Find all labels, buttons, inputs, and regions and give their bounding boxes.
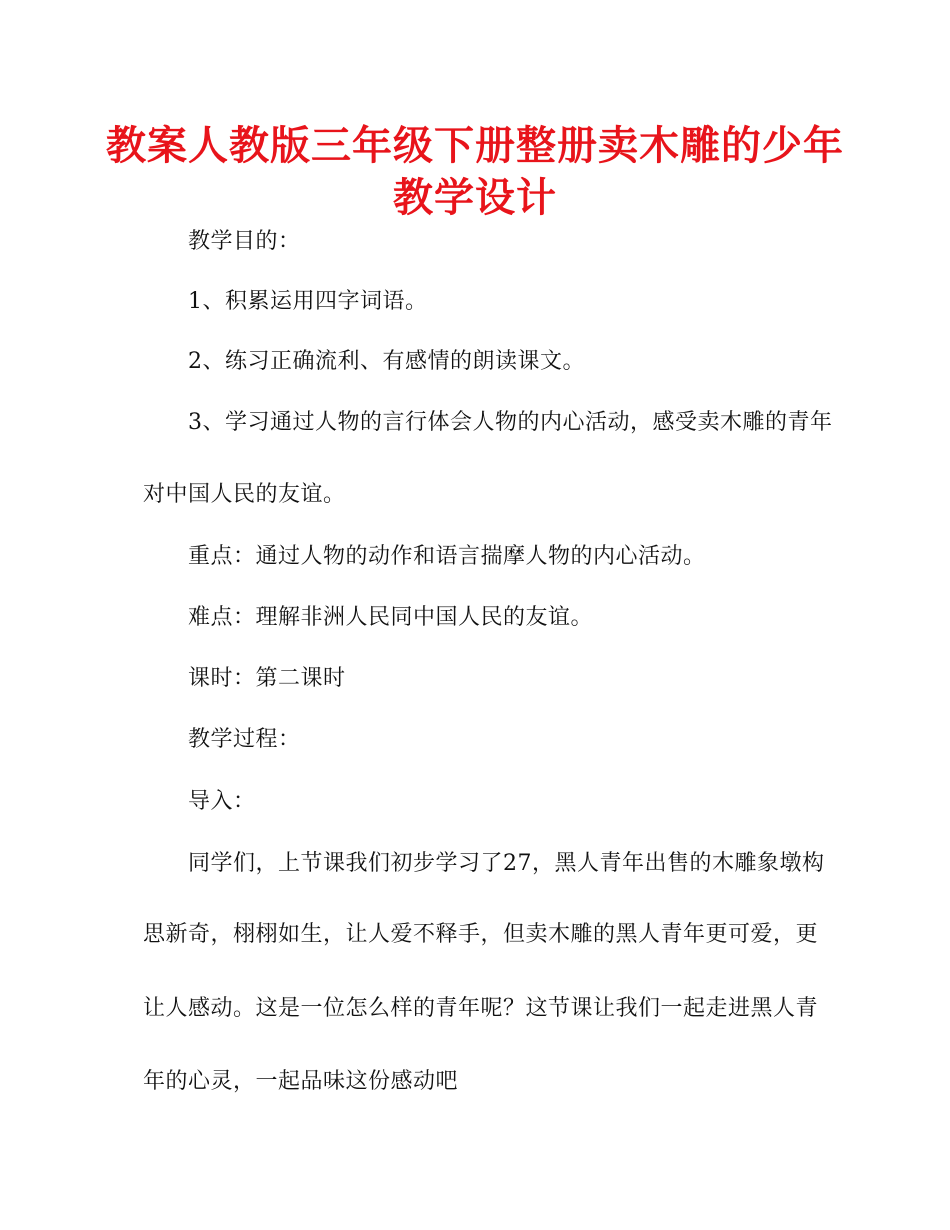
- paragraph-intro-line-3: 让人感动。这是一位怎么样的青年呢？这节课让我们一起走进黑人青: [143, 996, 819, 1021]
- paragraph-objective-2: 2、练习正确流利、有感情的朗读课文。: [188, 349, 585, 374]
- paragraph-intro-line-2: 思新奇，栩栩如生，让人爱不释手，但卖木雕的黑人青年更可爱，更: [143, 922, 819, 947]
- paragraph-objective-3-cont: 对中国人民的友谊。: [143, 482, 346, 507]
- title-line-2: 教学设计: [393, 175, 557, 221]
- paragraph-class-period: 课时：第二课时: [188, 666, 346, 691]
- document-title: [0, 120, 950, 224]
- paragraph-intro-line-1: 同学们，上节课我们初步学习了27，黑人青年出售的木雕象墩构: [188, 851, 825, 876]
- paragraph-objective-3: 3、学习通过人物的言行体会人物的内心活动，感受卖木雕的青年: [188, 410, 833, 435]
- paragraph-difficulty: 难点：理解非洲人民同中国人民的友谊。: [188, 605, 594, 630]
- paragraph-key-point: 重点：通过人物的动作和语言揣摩人物的内心活动。: [188, 544, 706, 569]
- paragraph-objectives-heading: 教学目的：: [188, 229, 301, 254]
- title-line-1: 教案人教版三年级下册整册卖木雕的少年: [106, 123, 844, 169]
- paragraph-intro-line-4: 年的心灵，一起品味这份感动吧: [143, 1069, 459, 1094]
- paragraph-process-heading: 教学过程：: [188, 727, 301, 752]
- paragraph-objective-1: 1、积累运用四字词语。: [188, 289, 428, 314]
- paragraph-intro-heading: 导入：: [188, 789, 256, 814]
